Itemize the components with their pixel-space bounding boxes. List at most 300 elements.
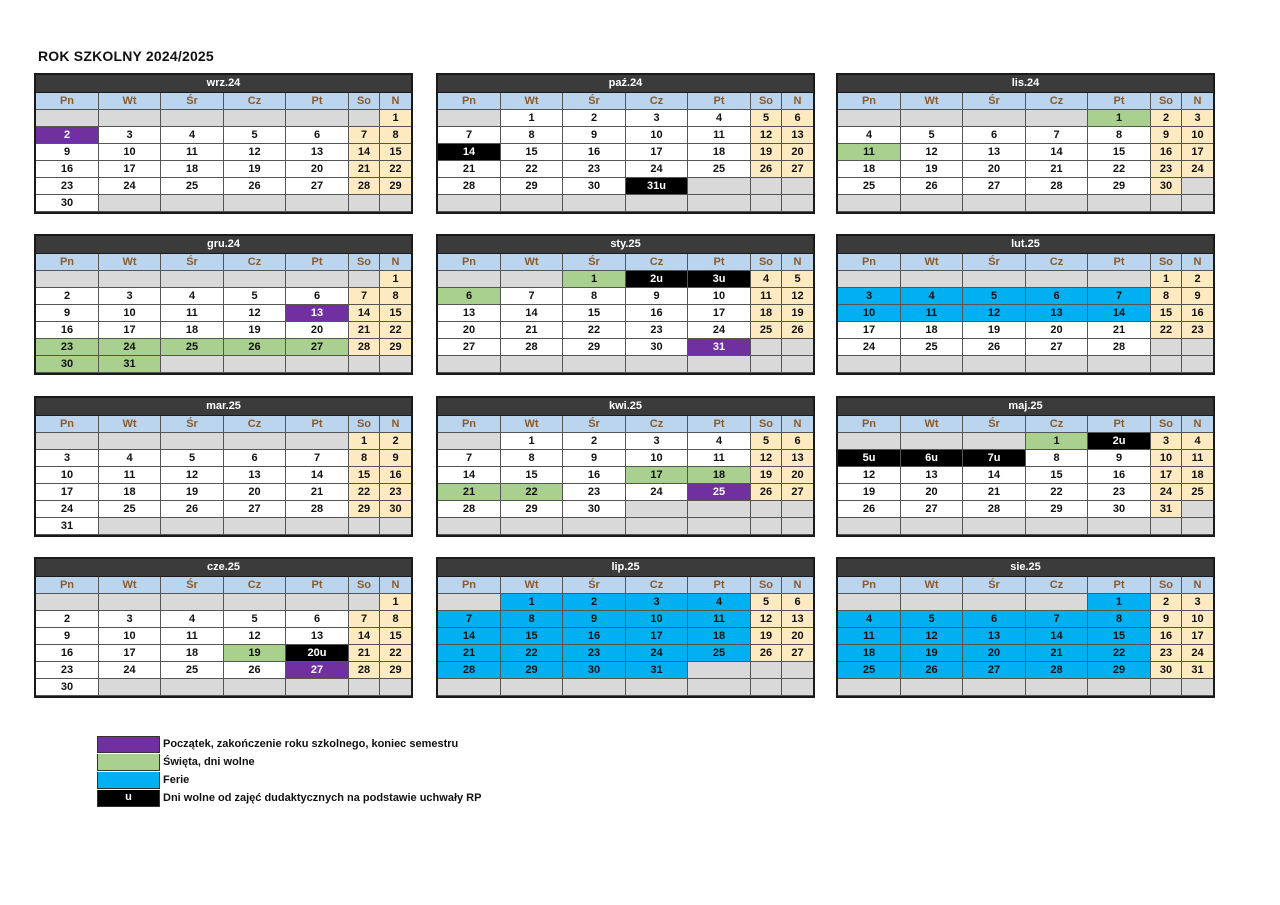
day-cell: 29	[380, 339, 411, 356]
day-cell: 4	[161, 288, 224, 305]
empty-cell	[161, 110, 224, 127]
day-cell: 10	[99, 144, 161, 161]
day-cell: 31	[1182, 662, 1213, 679]
day-cell: 8	[1088, 127, 1151, 144]
day-cell: 24	[1182, 161, 1213, 178]
weekday-header: Pt	[286, 254, 349, 271]
day-cell: 11	[751, 288, 782, 305]
day-cell: 2	[563, 594, 626, 611]
day-cell: 26	[751, 484, 782, 501]
weekday-header: So	[1151, 254, 1182, 271]
weekday-header: N	[782, 577, 813, 594]
day-cell: 6	[782, 110, 813, 127]
day-cell: 14	[286, 467, 349, 484]
day-cell: 17	[1182, 628, 1213, 645]
day-cell: 13	[286, 628, 349, 645]
empty-cell	[349, 271, 380, 288]
day-cell: 26	[751, 645, 782, 662]
day-cell: 31	[36, 518, 99, 535]
empty-cell	[286, 594, 349, 611]
empty-cell	[782, 518, 813, 535]
day-cell: 27	[1026, 339, 1088, 356]
day-cell: 1	[380, 110, 411, 127]
day-cell: 12	[838, 467, 901, 484]
day-cell: 26	[782, 322, 813, 339]
empty-cell	[99, 195, 161, 212]
month-header: sie.25	[838, 559, 1213, 577]
day-cell: 22	[349, 484, 380, 501]
day-cell: 5	[963, 288, 1026, 305]
day-cell: 31	[99, 356, 161, 373]
empty-cell	[349, 356, 380, 373]
empty-cell	[99, 518, 161, 535]
empty-cell	[782, 195, 813, 212]
weekday-header: So	[1151, 416, 1182, 433]
day-cell: 13	[286, 144, 349, 161]
day-cell: 1	[501, 594, 563, 611]
day-cell: 15	[563, 305, 626, 322]
day-cell: 27	[782, 484, 813, 501]
day-cell: 2	[36, 127, 99, 144]
day-cell: 10	[626, 450, 688, 467]
day-cell: 22	[380, 161, 411, 178]
day-cell: 7	[1088, 288, 1151, 305]
day-cell: 3	[99, 611, 161, 628]
weekday-header: Pn	[838, 577, 901, 594]
empty-cell	[838, 518, 901, 535]
empty-cell	[438, 271, 501, 288]
day-cell: 23	[1088, 484, 1151, 501]
day-cell: 1	[380, 271, 411, 288]
day-cell: 15	[501, 628, 563, 645]
day-cell: 18	[751, 305, 782, 322]
day-cell: 28	[1026, 178, 1088, 195]
month-header: maj.25	[838, 398, 1213, 416]
weekday-header: Wt	[99, 416, 161, 433]
day-cell: 3u	[688, 271, 751, 288]
day-cell: 28	[349, 339, 380, 356]
weekday-header: Pt	[286, 577, 349, 594]
weekday-header: Pn	[36, 93, 99, 110]
day-cell: 15	[1088, 144, 1151, 161]
day-cell: 14	[501, 305, 563, 322]
day-cell: 4	[751, 271, 782, 288]
day-cell: 28	[438, 178, 501, 195]
day-cell: 2	[1182, 271, 1213, 288]
day-cell: 15	[380, 628, 411, 645]
weekday-header: Wt	[501, 93, 563, 110]
empty-cell	[1151, 339, 1182, 356]
day-cell: 8	[1088, 611, 1151, 628]
day-cell: 22	[1151, 322, 1182, 339]
empty-cell	[782, 679, 813, 696]
weekday-header: Pn	[438, 416, 501, 433]
day-cell: 24	[626, 484, 688, 501]
day-cell: 13	[224, 467, 286, 484]
day-cell: 27	[901, 501, 963, 518]
day-cell: 28	[438, 662, 501, 679]
weekday-header: N	[380, 577, 411, 594]
day-cell: 4	[99, 450, 161, 467]
empty-cell	[782, 178, 813, 195]
legend-swatch	[97, 772, 160, 789]
day-cell: 30	[563, 178, 626, 195]
day-cell: 19	[224, 645, 286, 662]
empty-cell	[963, 271, 1026, 288]
day-cell: 7	[438, 450, 501, 467]
day-cell: 30	[1151, 178, 1182, 195]
day-cell: 24	[99, 662, 161, 679]
empty-cell	[782, 339, 813, 356]
legend-row	[97, 771, 481, 789]
day-cell: 17	[838, 322, 901, 339]
empty-cell	[1088, 271, 1151, 288]
empty-cell	[380, 679, 411, 696]
weekday-header: Cz	[626, 254, 688, 271]
day-cell: 29	[1088, 178, 1151, 195]
empty-cell	[36, 110, 99, 127]
day-cell: 3	[626, 594, 688, 611]
empty-cell	[963, 433, 1026, 450]
weekday-header: So	[1151, 577, 1182, 594]
day-cell: 30	[36, 679, 99, 696]
day-cell: 4	[688, 110, 751, 127]
day-cell: 12	[901, 628, 963, 645]
empty-cell	[161, 679, 224, 696]
day-cell: 11	[688, 450, 751, 467]
empty-cell	[1182, 339, 1213, 356]
day-cell: 9	[36, 628, 99, 645]
day-cell: 12	[963, 305, 1026, 322]
weekday-header: Cz	[626, 416, 688, 433]
empty-cell	[1151, 195, 1182, 212]
weekday-header: Pt	[688, 93, 751, 110]
day-cell: 26	[224, 662, 286, 679]
day-cell: 11	[688, 611, 751, 628]
weekday-header: Cz	[626, 577, 688, 594]
day-cell: 30	[1151, 662, 1182, 679]
day-cell: 19	[751, 467, 782, 484]
empty-cell	[99, 433, 161, 450]
day-cell: 28	[963, 501, 1026, 518]
day-cell: 22	[1026, 484, 1088, 501]
empty-cell	[1088, 195, 1151, 212]
day-cell: 21	[349, 645, 380, 662]
weekday-header: Śr	[161, 416, 224, 433]
empty-cell	[782, 662, 813, 679]
day-cell: 11	[161, 144, 224, 161]
weekday-header: Cz	[224, 93, 286, 110]
day-cell: 9	[563, 611, 626, 628]
weekday-header: So	[349, 93, 380, 110]
day-cell: 11	[99, 467, 161, 484]
empty-cell	[1026, 356, 1088, 373]
day-cell: 28	[501, 339, 563, 356]
day-cell: 22	[380, 322, 411, 339]
weekday-header: Wt	[901, 416, 963, 433]
day-cell: 5	[751, 110, 782, 127]
day-cell: 25	[688, 645, 751, 662]
day-cell: 13	[963, 628, 1026, 645]
day-cell: 27	[224, 501, 286, 518]
day-cell: 12	[751, 127, 782, 144]
day-cell: 5	[224, 611, 286, 628]
day-cell: 10	[626, 127, 688, 144]
month-header: paź.24	[438, 75, 813, 93]
legend-row	[97, 753, 481, 771]
day-cell: 17	[99, 645, 161, 662]
day-cell: 27	[286, 178, 349, 195]
day-cell: 9	[1088, 450, 1151, 467]
empty-cell	[901, 594, 963, 611]
month-header: cze.25	[36, 559, 411, 577]
empty-cell	[901, 195, 963, 212]
day-cell: 6u	[901, 450, 963, 467]
weekday-header: N	[1182, 416, 1213, 433]
day-cell: 15	[1026, 467, 1088, 484]
empty-cell	[161, 433, 224, 450]
day-cell: 18	[161, 161, 224, 178]
weekday-header: N	[782, 93, 813, 110]
day-cell: 21	[1026, 645, 1088, 662]
day-cell: 22	[563, 322, 626, 339]
day-cell: 13	[438, 305, 501, 322]
day-cell: 21	[438, 484, 501, 501]
day-cell: 12	[224, 628, 286, 645]
day-cell: 30	[36, 356, 99, 373]
weekday-header: N	[380, 416, 411, 433]
day-cell: 16	[563, 467, 626, 484]
day-cell: 3	[838, 288, 901, 305]
weekday-header: Cz	[626, 93, 688, 110]
day-cell: 7	[349, 288, 380, 305]
month-calendar	[836, 396, 1215, 537]
day-cell: 8	[563, 288, 626, 305]
day-cell: 26	[224, 178, 286, 195]
empty-cell	[349, 195, 380, 212]
day-cell: 22	[501, 161, 563, 178]
day-cell: 7	[286, 450, 349, 467]
day-cell: 25	[838, 662, 901, 679]
weekday-header: Wt	[901, 93, 963, 110]
day-cell: 27	[286, 339, 349, 356]
day-cell: 11	[688, 127, 751, 144]
day-cell: 30	[36, 195, 99, 212]
day-cell: 24	[688, 322, 751, 339]
empty-cell	[99, 594, 161, 611]
day-cell: 19	[901, 161, 963, 178]
day-cell: 7	[1026, 127, 1088, 144]
day-cell: 15	[1088, 628, 1151, 645]
day-cell: 18	[1182, 467, 1213, 484]
day-cell: 22	[501, 484, 563, 501]
day-cell: 27	[963, 178, 1026, 195]
empty-cell	[1182, 356, 1213, 373]
day-cell: 24	[36, 501, 99, 518]
weekday-header: So	[349, 254, 380, 271]
day-cell: 29	[501, 178, 563, 195]
weekday-header: So	[349, 416, 380, 433]
weekday-header: N	[380, 93, 411, 110]
weekday-header: Wt	[99, 93, 161, 110]
empty-cell	[626, 679, 688, 696]
day-cell: 30	[1088, 501, 1151, 518]
empty-cell	[782, 356, 813, 373]
day-cell: 1	[501, 433, 563, 450]
empty-cell	[286, 679, 349, 696]
day-cell: 20	[224, 484, 286, 501]
day-cell: 9	[563, 450, 626, 467]
day-cell: 17	[1182, 144, 1213, 161]
day-cell: 6	[782, 433, 813, 450]
empty-cell	[224, 518, 286, 535]
empty-cell	[901, 271, 963, 288]
day-cell: 21	[501, 322, 563, 339]
day-cell: 6	[963, 127, 1026, 144]
day-cell: 15	[501, 467, 563, 484]
empty-cell	[838, 271, 901, 288]
empty-cell	[838, 195, 901, 212]
day-cell: 5	[782, 271, 813, 288]
empty-cell	[751, 195, 782, 212]
month-calendar	[34, 73, 413, 214]
empty-cell	[349, 594, 380, 611]
weekday-header: Cz	[1026, 254, 1088, 271]
day-cell: 8	[1026, 450, 1088, 467]
day-cell: 4	[161, 127, 224, 144]
day-cell: 17	[36, 484, 99, 501]
weekday-header: Pt	[1088, 254, 1151, 271]
day-cell: 20	[286, 161, 349, 178]
day-cell: 20	[782, 467, 813, 484]
empty-cell	[224, 110, 286, 127]
day-cell: 13	[782, 611, 813, 628]
day-cell: 2	[36, 288, 99, 305]
empty-cell	[1182, 518, 1213, 535]
weekday-header: N	[1182, 577, 1213, 594]
empty-cell	[1182, 195, 1213, 212]
day-cell: 13	[782, 127, 813, 144]
empty-cell	[1182, 501, 1213, 518]
empty-cell	[161, 195, 224, 212]
month-calendar	[34, 396, 413, 537]
day-cell: 18	[99, 484, 161, 501]
day-cell: 16	[1151, 144, 1182, 161]
empty-cell	[563, 679, 626, 696]
weekday-header: Wt	[99, 254, 161, 271]
day-cell: 12	[782, 288, 813, 305]
empty-cell	[626, 518, 688, 535]
day-cell: 24	[626, 645, 688, 662]
weekday-header: N	[1182, 93, 1213, 110]
weekday-header: Cz	[1026, 93, 1088, 110]
day-cell: 12	[161, 467, 224, 484]
weekday-header: Śr	[161, 93, 224, 110]
empty-cell	[438, 594, 501, 611]
empty-cell	[901, 679, 963, 696]
day-cell: 8	[501, 127, 563, 144]
legend	[97, 735, 481, 807]
day-cell: 2	[36, 611, 99, 628]
empty-cell	[286, 195, 349, 212]
weekday-header: Pn	[36, 577, 99, 594]
empty-cell	[438, 110, 501, 127]
empty-cell	[349, 110, 380, 127]
month-header: gru.24	[36, 236, 411, 254]
day-cell: 1	[1026, 433, 1088, 450]
month-header: wrz.24	[36, 75, 411, 93]
empty-cell	[751, 518, 782, 535]
day-cell: 21	[286, 484, 349, 501]
day-cell: 15	[380, 144, 411, 161]
empty-cell	[1026, 271, 1088, 288]
day-cell: 2	[1151, 594, 1182, 611]
day-cell: 29	[380, 178, 411, 195]
day-cell: 25	[901, 339, 963, 356]
empty-cell	[688, 518, 751, 535]
day-cell: 14	[1026, 628, 1088, 645]
day-cell: 3	[36, 450, 99, 467]
day-cell: 16	[626, 305, 688, 322]
empty-cell	[438, 679, 501, 696]
day-cell: 5	[751, 594, 782, 611]
empty-cell	[688, 501, 751, 518]
empty-cell	[99, 679, 161, 696]
empty-cell	[751, 662, 782, 679]
day-cell: 27	[286, 662, 349, 679]
day-cell: 1	[563, 271, 626, 288]
day-cell: 20	[286, 322, 349, 339]
weekday-header: Śr	[963, 416, 1026, 433]
legend-swatch	[97, 754, 160, 771]
empty-cell	[1151, 356, 1182, 373]
day-cell: 10	[838, 305, 901, 322]
day-cell: 15	[1151, 305, 1182, 322]
day-cell: 4	[838, 611, 901, 628]
day-cell: 25	[161, 662, 224, 679]
empty-cell	[286, 433, 349, 450]
weekday-header: Pt	[688, 254, 751, 271]
day-cell: 9	[380, 450, 411, 467]
weekday-header: Wt	[901, 577, 963, 594]
day-cell: 6	[782, 594, 813, 611]
empty-cell	[1026, 518, 1088, 535]
empty-cell	[963, 110, 1026, 127]
weekday-header: Wt	[99, 577, 161, 594]
day-cell: 2	[1151, 110, 1182, 127]
month-header: lip.25	[438, 559, 813, 577]
weekday-header: Pn	[838, 254, 901, 271]
day-cell: 18	[838, 645, 901, 662]
empty-cell	[286, 271, 349, 288]
page-title: ROK SZKOLNY 2024/2025	[38, 48, 214, 64]
weekday-header: Śr	[963, 93, 1026, 110]
day-cell: 3	[99, 127, 161, 144]
month-header: mar.25	[36, 398, 411, 416]
day-cell: 10	[688, 288, 751, 305]
day-cell: 17	[626, 144, 688, 161]
day-cell: 10	[1151, 450, 1182, 467]
empty-cell	[380, 356, 411, 373]
day-cell: 28	[1088, 339, 1151, 356]
day-cell: 16	[1182, 305, 1213, 322]
day-cell: 22	[380, 645, 411, 662]
weekday-header: Śr	[963, 254, 1026, 271]
day-cell: 23	[1182, 322, 1213, 339]
day-cell: 10	[99, 305, 161, 322]
day-cell: 8	[1151, 288, 1182, 305]
weekday-header: Wt	[501, 577, 563, 594]
